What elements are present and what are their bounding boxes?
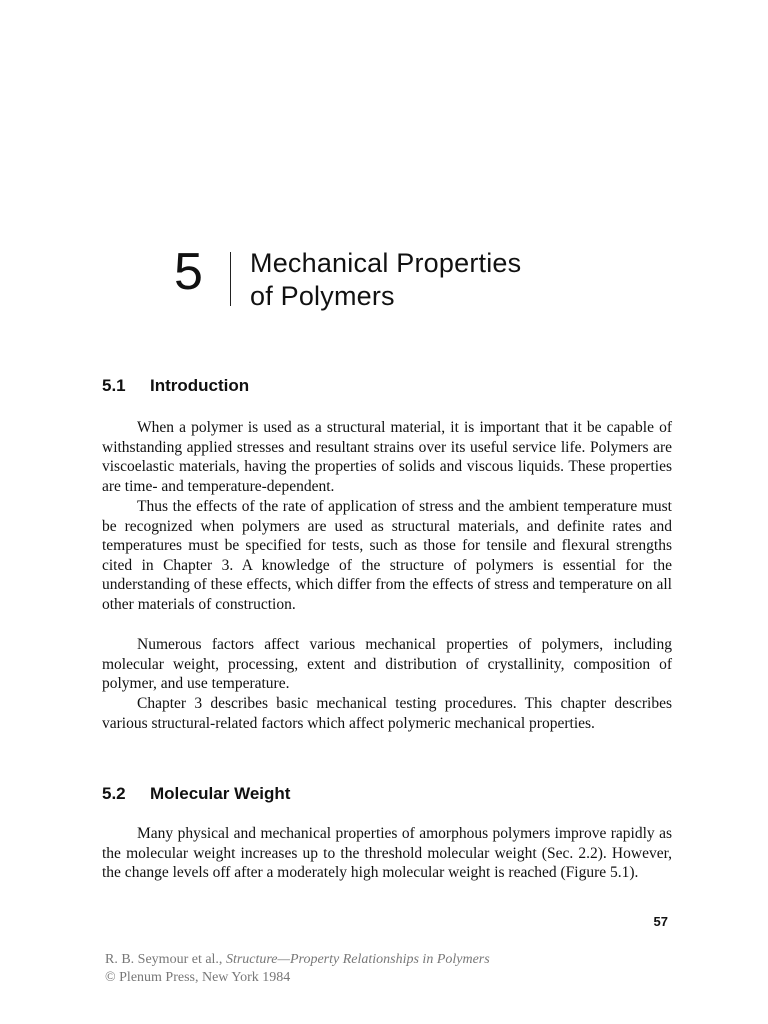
citation-footer [105, 951, 490, 987]
chapter-number: 5 [174, 243, 203, 301]
paragraph: Thus the effects of the rate of application of stress and the ambient temperature must be recognized when polymers are used as structural materials, and definite rates and temperatures must be specified for tests, such as those for tensile and flexural strengths cited in Chapter 3. A knowledge of the structure of polymers is essential for the understanding of these effects, which differ from the effects of stress and temperature on all other materials of construction. [102, 498, 672, 613]
paragraph: Chapter 3 describes basic mechanical testing procedures. This chapter describes various structural-related factors which affect polymeric mechanical properties. [102, 695, 672, 732]
citation-book-title: Structure—Property Relationships in Polymers [225, 952, 490, 967]
section-heading-introduction [102, 376, 249, 396]
section-number: 5.1 [102, 376, 126, 395]
chapter-divider [230, 252, 231, 306]
chapter-title [250, 247, 521, 313]
section-title: Molecular Weight [150, 784, 291, 803]
citation-authors: R. B. Seymour et al., [105, 952, 223, 967]
chapter-title-line-1: Mechanical Properties [250, 248, 522, 278]
chapter-title-line-2: of Polymers [250, 281, 395, 311]
section-number: 5.2 [102, 784, 126, 803]
chapter-heading [174, 244, 594, 314]
section-heading-molecular-weight [102, 784, 290, 804]
paragraph: When a polymer is used as a structural material, it is important that it be capable of withstanding applied stresses and resultant strains over its useful service life. Polymers are viscoelastic materials, having the properties of solids and viscous liquids. These properties are time- and temperature-dependent. [102, 419, 672, 495]
copyright-line: © Plenum Press, New York 1984 [105, 970, 291, 985]
section-title: Introduction [150, 376, 250, 395]
paragraph: Many physical and mechanical properties of amorphous polymers improve rapidly as the molecular weight increases up to the threshold molecular weight (Sec. 2.2). However, the change levels off after a moderately high molecular weight is reached (Figure 5.1). [102, 825, 672, 882]
paragraph: Numerous factors affect various mechanical properties of polymers, including molecular weight, processing, extent and distribution of crystallinity, composition of polymer, and use temperature. [102, 636, 672, 693]
page-number: 57 [653, 914, 668, 929]
citation-line [105, 951, 490, 969]
